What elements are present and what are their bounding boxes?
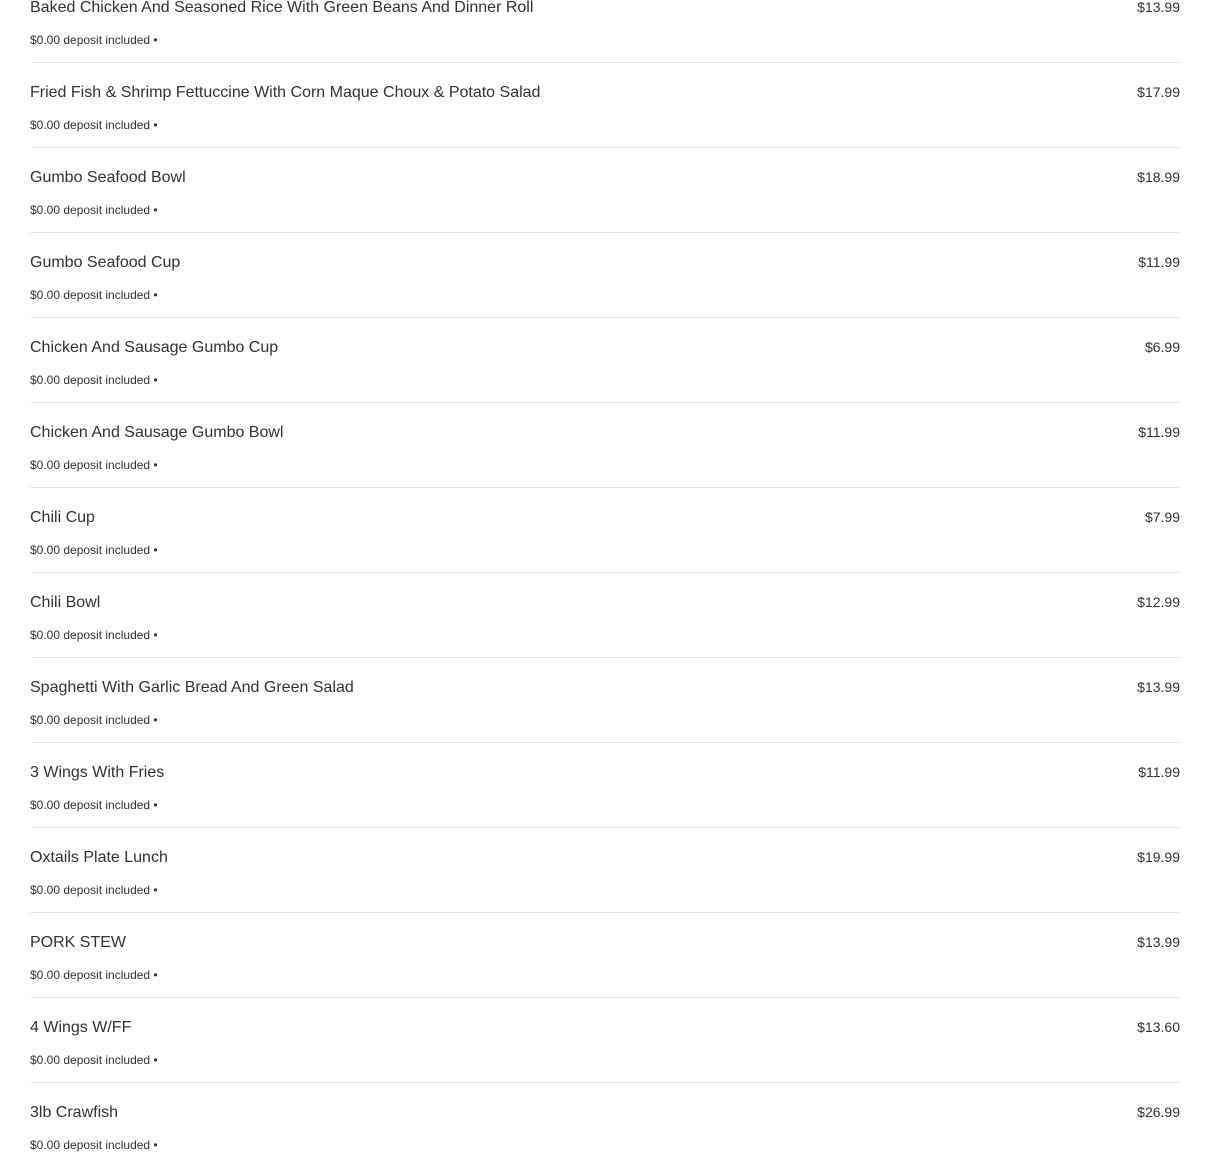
menu-item[interactable] bbox=[30, 743, 1180, 828]
menu-item[interactable] bbox=[30, 403, 1180, 488]
menu-item-price: $13.60 bbox=[1137, 1019, 1180, 1035]
menu-item-name: Chicken And Sausage Gumbo Bowl bbox=[30, 424, 284, 441]
menu-item-price: $13.99 bbox=[1137, 679, 1180, 695]
menu-item-name: Spaghetti With Garlic Bread And Green Salad bbox=[30, 679, 354, 696]
menu-item-price: $12.99 bbox=[1137, 594, 1180, 610]
menu-item-deposit: $0.00 deposit included • bbox=[30, 1053, 158, 1067]
menu-item[interactable] bbox=[30, 998, 1180, 1083]
menu-item-deposit: $0.00 deposit included • bbox=[30, 118, 158, 132]
menu-item-deposit: $0.00 deposit included • bbox=[30, 713, 158, 727]
menu-item-deposit: $0.00 deposit included • bbox=[30, 968, 158, 982]
menu-item[interactable] bbox=[30, 318, 1180, 403]
menu-item[interactable] bbox=[30, 63, 1180, 148]
menu-item-name: Chili Bowl bbox=[30, 594, 101, 611]
menu-item-name: 3lb Crawfish bbox=[30, 1104, 119, 1121]
menu-item-list bbox=[30, 0, 1180, 1167]
menu-item-deposit: $0.00 deposit included • bbox=[30, 628, 158, 642]
menu-item-name: Baked Chicken And Seasoned Rice With Green Beans And Dinner Roll bbox=[30, 0, 534, 16]
menu-item-name: 3 Wings With Fries bbox=[30, 764, 165, 781]
menu-item-price: $18.99 bbox=[1137, 169, 1180, 185]
menu-item-deposit: $0.00 deposit included • bbox=[30, 883, 158, 897]
menu-item-deposit: $0.00 deposit included • bbox=[30, 33, 158, 47]
menu-item-price: $7.99 bbox=[1144, 509, 1180, 525]
menu-item-price: $26.99 bbox=[1137, 1104, 1180, 1120]
menu-item-price: $13.99 bbox=[1137, 0, 1180, 15]
menu-item-price: $17.99 bbox=[1137, 84, 1180, 100]
menu-item-price: $11.99 bbox=[1138, 254, 1180, 270]
menu-item-deposit: $0.00 deposit included • bbox=[30, 373, 158, 387]
menu-item-price: $6.99 bbox=[1144, 339, 1180, 355]
menu-item-deposit: $0.00 deposit included • bbox=[30, 1138, 158, 1152]
menu-item-deposit: $0.00 deposit included • bbox=[30, 543, 158, 557]
menu-item-name: Oxtails Plate Lunch bbox=[30, 849, 168, 866]
menu-item-price: $13.99 bbox=[1137, 934, 1180, 950]
menu-item-name: Chicken And Sausage Gumbo Cup bbox=[30, 339, 279, 356]
menu-item-name: PORK STEW bbox=[30, 934, 127, 951]
menu-item-name: Gumbo Seafood Cup bbox=[30, 254, 181, 271]
menu-item-deposit: $0.00 deposit included • bbox=[30, 288, 158, 302]
menu-item[interactable] bbox=[30, 573, 1180, 658]
menu-item-price: $11.99 bbox=[1138, 764, 1180, 780]
menu-item-price: $19.99 bbox=[1137, 849, 1180, 865]
menu-item-name: Gumbo Seafood Bowl bbox=[30, 169, 186, 186]
menu-item-name: Fried Fish & Shrimp Fettuccine With Corn Maque Choux & Potato Salad bbox=[30, 84, 541, 101]
menu-item[interactable] bbox=[30, 658, 1180, 743]
menu-item-name: 4 Wings W/FF bbox=[30, 1019, 132, 1036]
menu-item-deposit: $0.00 deposit included • bbox=[30, 798, 158, 812]
menu-item[interactable] bbox=[30, 1083, 1180, 1167]
menu-item[interactable] bbox=[30, 0, 1180, 63]
menu-item[interactable] bbox=[30, 913, 1180, 998]
menu-item[interactable] bbox=[30, 828, 1180, 913]
menu-item[interactable] bbox=[30, 233, 1180, 318]
menu-item[interactable] bbox=[30, 488, 1180, 573]
menu-item-name: Chili Cup bbox=[30, 509, 95, 526]
menu-item-deposit: $0.00 deposit included • bbox=[30, 458, 158, 472]
menu-item-deposit: $0.00 deposit included • bbox=[30, 203, 158, 217]
menu-item-price: $11.99 bbox=[1138, 424, 1180, 440]
menu-item[interactable] bbox=[30, 148, 1180, 233]
